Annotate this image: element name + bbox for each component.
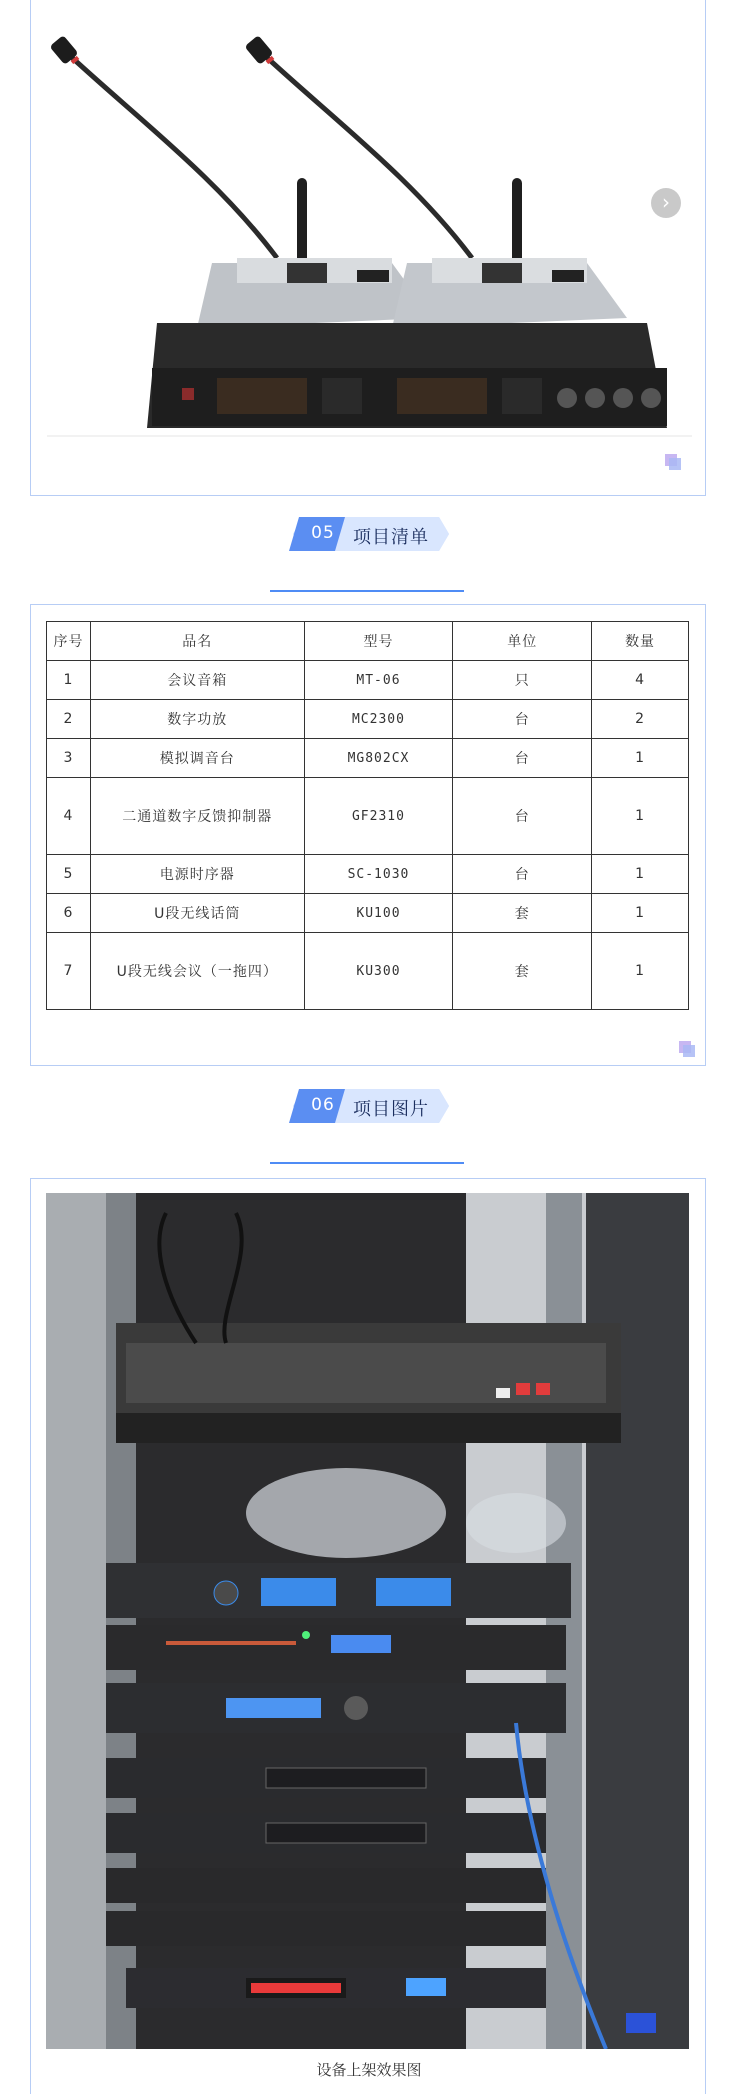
project-photo-card [30, 1178, 706, 2094]
section-title: 项目图片 [353, 1099, 429, 1120]
header-unit: 单位 [453, 622, 592, 661]
cell-index: 2 [47, 700, 91, 739]
table-header-row [47, 622, 689, 661]
section-divider [270, 590, 464, 592]
cell-qty: 1 [592, 778, 689, 855]
section-number: 06 [311, 1095, 335, 1115]
corner-decoration-icon [665, 454, 681, 470]
cell-name: 模拟调音台 [90, 739, 304, 778]
section-title: 项目清单 [353, 527, 429, 548]
table-row [47, 933, 689, 1010]
cell-unit: 只 [453, 661, 592, 700]
cell-unit: 台 [453, 778, 592, 855]
cell-qty: 1 [592, 933, 689, 1010]
photo-caption: 设备上架效果图 [316, 2061, 422, 2079]
project-list-card [30, 604, 706, 1066]
table-row [47, 700, 689, 739]
table-row [47, 894, 689, 933]
chevron-right-icon: › [662, 190, 670, 214]
cell-qty: 1 [592, 739, 689, 778]
cell-index: 4 [47, 778, 91, 855]
cell-unit: 套 [453, 933, 592, 1010]
wireless-conference-system-image [47, 8, 692, 438]
project-list-table [46, 621, 689, 1010]
section-badge [289, 517, 449, 551]
table-row [47, 661, 689, 700]
section-badge [289, 1089, 449, 1123]
cell-qty: 1 [592, 855, 689, 894]
cell-name: 会议音箱 [90, 661, 304, 700]
cell-name: U段无线会议（一拖四） [90, 933, 304, 1010]
table-row [47, 855, 689, 894]
cell-unit: 套 [453, 894, 592, 933]
section-06-header [0, 1089, 730, 1169]
header-name: 品名 [90, 622, 304, 661]
header-qty: 数量 [592, 622, 689, 661]
cell-index: 1 [47, 661, 91, 700]
table-row [47, 739, 689, 778]
product-image-card [30, 0, 706, 496]
cell-name: U段无线话筒 [90, 894, 304, 933]
cell-unit: 台 [453, 700, 592, 739]
header-model: 型号 [304, 622, 453, 661]
cell-index: 6 [47, 894, 91, 933]
cell-model: MC2300 [304, 700, 453, 739]
cell-unit: 台 [453, 739, 592, 778]
cell-model: MT-06 [304, 661, 453, 700]
header-index: 序号 [47, 622, 91, 661]
cell-index: 3 [47, 739, 91, 778]
cell-unit: 台 [453, 855, 592, 894]
cell-qty: 1 [592, 894, 689, 933]
cell-name: 数字功放 [90, 700, 304, 739]
section-05-header [0, 517, 730, 597]
equipment-rack-photo [46, 1193, 689, 2049]
cell-model: SC-1030 [304, 855, 453, 894]
cell-name: 电源时序器 [90, 855, 304, 894]
section-divider [270, 1162, 464, 1164]
cell-model: GF2310 [304, 778, 453, 855]
cell-index: 7 [47, 933, 91, 1010]
cell-name: 二通道数字反馈抑制器 [90, 778, 304, 855]
cell-model: KU300 [304, 933, 453, 1010]
carousel-next-button[interactable] [651, 188, 681, 218]
table-row [47, 778, 689, 855]
cell-qty: 4 [592, 661, 689, 700]
cell-qty: 2 [592, 700, 689, 739]
corner-decoration-icon [679, 1041, 695, 1057]
cell-model: MG802CX [304, 739, 453, 778]
cell-model: KU100 [304, 894, 453, 933]
cell-index: 5 [47, 855, 91, 894]
section-number: 05 [311, 523, 335, 543]
